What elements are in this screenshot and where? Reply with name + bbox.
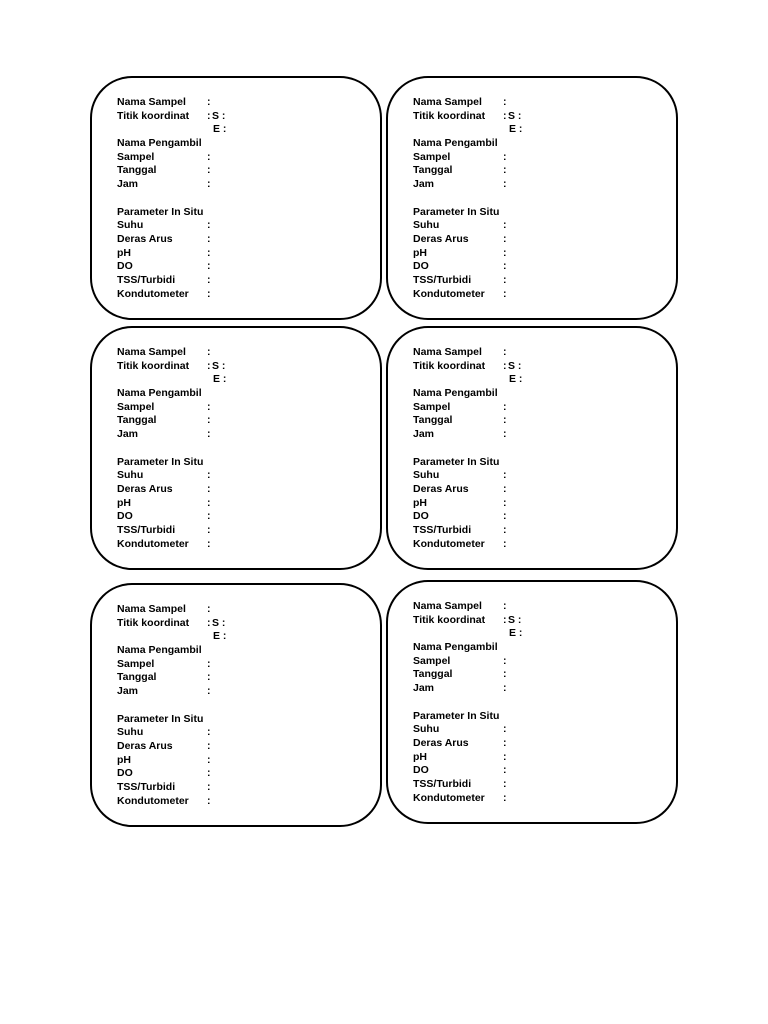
section-parameter-in-situ: Parameter In Situ bbox=[413, 709, 500, 722]
colon: : bbox=[503, 654, 507, 667]
colon: : bbox=[207, 671, 211, 684]
colon: : bbox=[503, 736, 507, 749]
field-kondutometer: Kondutometer bbox=[117, 794, 189, 807]
colon: : bbox=[503, 346, 507, 358]
colon: : bbox=[207, 616, 211, 629]
colon: : bbox=[207, 219, 211, 232]
colon: : bbox=[503, 764, 507, 777]
field-deras-arus: Deras Arus bbox=[413, 232, 469, 245]
colon: : bbox=[503, 164, 507, 177]
coord-e: E : bbox=[213, 373, 227, 386]
field-suhu: Suhu bbox=[117, 219, 144, 232]
field-tss-turbidi: TSS/Turbidi bbox=[413, 523, 472, 536]
colon: : bbox=[503, 246, 507, 259]
colon: : bbox=[503, 537, 507, 550]
sample-label-card bbox=[386, 76, 678, 320]
colon: : bbox=[207, 726, 211, 739]
field-nama-sampel: Nama Sampel bbox=[117, 603, 186, 615]
field-nama-sampel: Nama Sampel bbox=[413, 96, 482, 108]
colon: : bbox=[503, 287, 507, 300]
colon: : bbox=[503, 273, 507, 286]
field-deras-arus: Deras Arus bbox=[117, 232, 173, 245]
colon: : bbox=[207, 109, 211, 122]
field-do: DO bbox=[413, 510, 429, 523]
field-nama-pengambil: Nama Pengambil bbox=[413, 137, 498, 150]
colon: : bbox=[503, 482, 507, 495]
field-nama-pengambil: Nama Pengambil bbox=[117, 644, 202, 657]
coord-s: S : bbox=[212, 359, 226, 372]
colon: : bbox=[207, 482, 211, 495]
field-do: DO bbox=[413, 260, 429, 273]
field-kondutometer: Kondutometer bbox=[117, 287, 189, 300]
field-deras-arus: Deras Arus bbox=[413, 736, 469, 749]
field-do: DO bbox=[117, 260, 133, 273]
colon: : bbox=[207, 469, 211, 482]
field-titik-koordinat: Titik koordinat bbox=[117, 359, 190, 372]
coord-e: E : bbox=[509, 373, 523, 386]
coord-s: S : bbox=[508, 359, 522, 372]
colon: : bbox=[207, 510, 211, 523]
field-nama-pengambil: Nama Pengambil bbox=[117, 137, 202, 150]
field-titik-koordinat: Titik koordinat bbox=[117, 616, 190, 629]
field-tanggal: Tanggal bbox=[117, 671, 157, 684]
field-ph: pH bbox=[413, 496, 427, 509]
field-tanggal: Tanggal bbox=[413, 414, 453, 427]
field-jam: Jam bbox=[117, 178, 139, 191]
field-nama-pengambil: Nama Pengambil bbox=[413, 641, 498, 654]
colon: : bbox=[207, 150, 211, 163]
field-sampel: Sampel bbox=[413, 654, 451, 667]
colon: : bbox=[207, 523, 211, 536]
field-deras-arus: Deras Arus bbox=[117, 482, 173, 495]
colon: : bbox=[207, 767, 211, 780]
colon: : bbox=[503, 613, 507, 626]
field-kondutometer: Kondutometer bbox=[413, 537, 485, 550]
colon: : bbox=[207, 603, 211, 615]
field-tanggal: Tanggal bbox=[117, 164, 157, 177]
sample-label-card bbox=[386, 326, 678, 570]
colon: : bbox=[503, 600, 507, 612]
colon: : bbox=[503, 469, 507, 482]
field-sampel: Sampel bbox=[413, 150, 451, 163]
colon: : bbox=[207, 287, 211, 300]
colon: : bbox=[207, 685, 211, 698]
coord-s: S : bbox=[212, 109, 226, 122]
field-ph: pH bbox=[413, 750, 427, 763]
field-jam: Jam bbox=[413, 682, 435, 695]
colon: : bbox=[207, 246, 211, 259]
field-ph: pH bbox=[117, 753, 131, 766]
field-sampel: Sampel bbox=[117, 657, 155, 670]
field-ph: pH bbox=[117, 246, 131, 259]
colon: : bbox=[503, 750, 507, 763]
colon: : bbox=[207, 753, 211, 766]
coord-e: E : bbox=[213, 630, 227, 643]
section-parameter-in-situ: Parameter In Situ bbox=[117, 205, 204, 218]
colon: : bbox=[503, 777, 507, 790]
field-nama-sampel: Nama Sampel bbox=[117, 346, 186, 358]
colon: : bbox=[207, 260, 211, 273]
colon: : bbox=[207, 232, 211, 245]
colon: : bbox=[503, 96, 507, 108]
colon: : bbox=[503, 150, 507, 163]
field-ph: pH bbox=[413, 246, 427, 259]
section-parameter-in-situ: Parameter In Situ bbox=[413, 205, 500, 218]
field-tss-turbidi: TSS/Turbidi bbox=[117, 273, 176, 286]
section-parameter-in-situ: Parameter In Situ bbox=[413, 455, 500, 468]
colon: : bbox=[503, 400, 507, 413]
colon: : bbox=[207, 96, 211, 108]
section-parameter-in-situ: Parameter In Situ bbox=[117, 712, 204, 725]
field-tanggal: Tanggal bbox=[413, 164, 453, 177]
field-jam: Jam bbox=[117, 685, 139, 698]
field-sampel: Sampel bbox=[117, 150, 155, 163]
field-nama-sampel: Nama Sampel bbox=[413, 600, 482, 612]
colon: : bbox=[503, 359, 507, 372]
field-deras-arus: Deras Arus bbox=[117, 739, 173, 752]
sample-label-card bbox=[386, 580, 678, 824]
coord-e: E : bbox=[509, 123, 523, 136]
colon: : bbox=[503, 510, 507, 523]
field-titik-koordinat: Titik koordinat bbox=[413, 109, 486, 122]
field-tss-turbidi: TSS/Turbidi bbox=[413, 777, 472, 790]
field-sampel: Sampel bbox=[413, 400, 451, 413]
colon: : bbox=[503, 523, 507, 536]
field-suhu: Suhu bbox=[413, 723, 440, 736]
field-do: DO bbox=[117, 767, 133, 780]
field-jam: Jam bbox=[413, 178, 435, 191]
field-suhu: Suhu bbox=[117, 726, 144, 739]
colon: : bbox=[503, 791, 507, 804]
coord-s: S : bbox=[508, 109, 522, 122]
field-nama-pengambil: Nama Pengambil bbox=[117, 387, 202, 400]
colon: : bbox=[503, 260, 507, 273]
field-ph: pH bbox=[117, 496, 131, 509]
field-kondutometer: Kondutometer bbox=[413, 791, 485, 804]
colon: : bbox=[503, 496, 507, 509]
colon: : bbox=[207, 794, 211, 807]
colon: : bbox=[503, 109, 507, 122]
field-titik-koordinat: Titik koordinat bbox=[117, 109, 190, 122]
colon: : bbox=[207, 346, 211, 358]
field-suhu: Suhu bbox=[117, 469, 144, 482]
colon: : bbox=[503, 668, 507, 681]
coord-e: E : bbox=[213, 123, 227, 136]
field-tanggal: Tanggal bbox=[117, 414, 157, 427]
colon: : bbox=[207, 428, 211, 441]
colon: : bbox=[207, 414, 211, 427]
field-tss-turbidi: TSS/Turbidi bbox=[413, 273, 472, 286]
colon: : bbox=[207, 400, 211, 413]
field-do: DO bbox=[413, 764, 429, 777]
colon: : bbox=[207, 164, 211, 177]
colon: : bbox=[207, 496, 211, 509]
colon: : bbox=[207, 739, 211, 752]
sample-label-card bbox=[90, 583, 382, 827]
coord-s: S : bbox=[508, 613, 522, 626]
colon: : bbox=[503, 682, 507, 695]
section-parameter-in-situ: Parameter In Situ bbox=[117, 455, 204, 468]
sample-label-card bbox=[90, 76, 382, 320]
field-jam: Jam bbox=[413, 428, 435, 441]
colon: : bbox=[503, 414, 507, 427]
field-jam: Jam bbox=[117, 428, 139, 441]
field-titik-koordinat: Titik koordinat bbox=[413, 613, 486, 626]
colon: : bbox=[207, 657, 211, 670]
field-kondutometer: Kondutometer bbox=[117, 537, 189, 550]
colon: : bbox=[207, 359, 211, 372]
field-sampel: Sampel bbox=[117, 400, 155, 413]
colon: : bbox=[503, 178, 507, 191]
colon: : bbox=[503, 232, 507, 245]
sample-label-card bbox=[90, 326, 382, 570]
field-deras-arus: Deras Arus bbox=[413, 482, 469, 495]
colon: : bbox=[503, 219, 507, 232]
colon: : bbox=[503, 723, 507, 736]
colon: : bbox=[207, 780, 211, 793]
field-tss-turbidi: TSS/Turbidi bbox=[117, 523, 176, 536]
field-suhu: Suhu bbox=[413, 219, 440, 232]
colon: : bbox=[503, 428, 507, 441]
colon: : bbox=[207, 537, 211, 550]
field-kondutometer: Kondutometer bbox=[413, 287, 485, 300]
colon: : bbox=[207, 178, 211, 191]
coord-s: S : bbox=[212, 616, 226, 629]
field-titik-koordinat: Titik koordinat bbox=[413, 359, 486, 372]
field-tss-turbidi: TSS/Turbidi bbox=[117, 780, 176, 793]
field-suhu: Suhu bbox=[413, 469, 440, 482]
field-do: DO bbox=[117, 510, 133, 523]
field-nama-sampel: Nama Sampel bbox=[413, 346, 482, 358]
field-nama-sampel: Nama Sampel bbox=[117, 96, 186, 108]
field-tanggal: Tanggal bbox=[413, 668, 453, 681]
coord-e: E : bbox=[509, 627, 523, 640]
colon: : bbox=[207, 273, 211, 286]
field-nama-pengambil: Nama Pengambil bbox=[413, 387, 498, 400]
